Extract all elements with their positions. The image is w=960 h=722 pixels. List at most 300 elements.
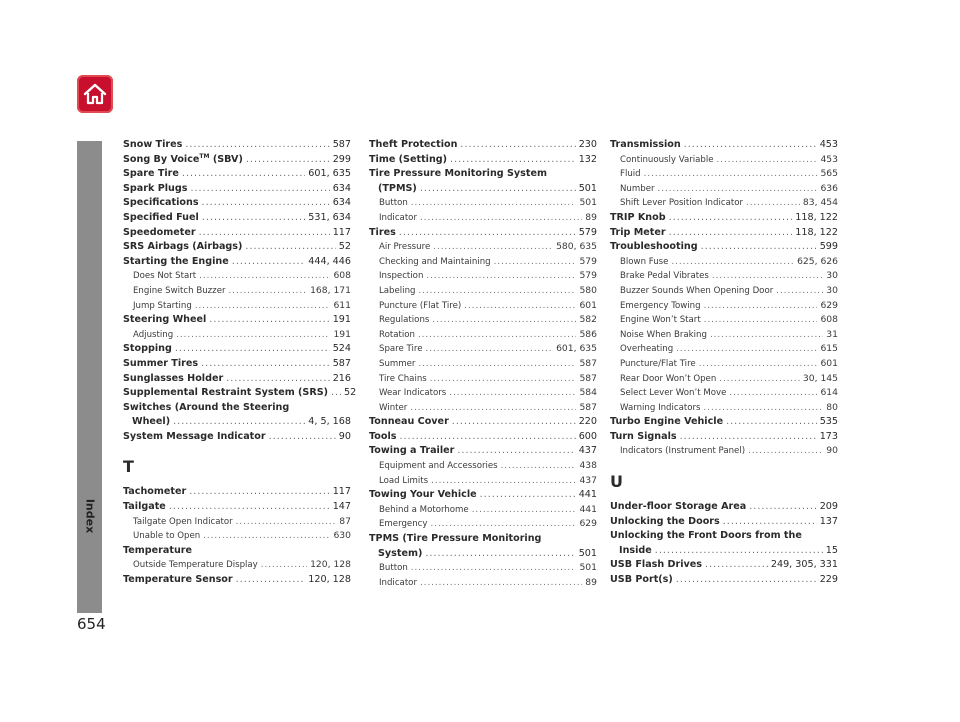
dot-leader [430, 517, 576, 532]
entry-term-text: Winter [379, 402, 408, 413]
dot-leader [331, 386, 341, 401]
entry-term [620, 167, 641, 182]
dot-leader [189, 485, 329, 500]
entry-page-link[interactable]: 118, 122 [795, 226, 838, 238]
entry-page-link[interactable]: 118, 122 [795, 211, 838, 223]
entry-term-text: USB Flash Drives [610, 559, 703, 571]
entry-page-link[interactable]: 220 [578, 416, 597, 428]
index-tab-label [79, 486, 101, 546]
index-entry [123, 357, 351, 372]
entry-page-link[interactable]: 249, 305, 331 [770, 559, 838, 571]
dot-leader [232, 255, 306, 270]
dot-leader [684, 138, 817, 153]
entry-term-text: Wheel) [132, 416, 171, 428]
entry-term [379, 284, 415, 299]
dot-leader [480, 488, 576, 503]
entry-page-link[interactable]: 587 [579, 357, 597, 369]
dot-leader [729, 386, 817, 401]
entry-term-text: Starting the Engine [123, 255, 229, 267]
entry-page-link[interactable]: 587 [332, 139, 351, 150]
entry-page-link[interactable]: 615 [820, 343, 838, 355]
entry-term [133, 299, 192, 314]
dot-leader [671, 255, 794, 270]
index-subentry [610, 284, 838, 299]
index-entry [123, 138, 351, 153]
dot-leader [644, 167, 818, 182]
entry-term [610, 558, 702, 573]
entry-term [133, 529, 200, 544]
index-entry [123, 415, 351, 430]
entry-page-link[interactable]: 608 [820, 314, 838, 326]
entry-term [610, 573, 673, 588]
entry-term-text: Tire Chains [379, 373, 427, 384]
index-letter-heading: T [123, 457, 134, 477]
dot-leader [236, 515, 337, 530]
entry-term [133, 515, 233, 530]
index-subentry [369, 240, 597, 255]
entry-page-link[interactable]: 501 [578, 547, 597, 559]
entry-page-link[interactable]: 229 [819, 574, 838, 586]
dot-leader [199, 226, 330, 241]
index-subentry [369, 269, 597, 284]
entry-term [620, 386, 726, 401]
dot-leader [426, 342, 554, 357]
entry-page-link[interactable]: 90 [826, 445, 838, 457]
index-entry [610, 415, 838, 430]
entry-page-link[interactable]: 535 [819, 416, 838, 428]
entry-page-link[interactable]: 209 [819, 501, 838, 513]
entry-page-link[interactable]: 120, 128 [310, 559, 351, 571]
entry-term [379, 459, 498, 474]
index-entry [123, 226, 351, 241]
entry-term-text: Song By Voice [123, 153, 200, 165]
entry-term [379, 240, 430, 255]
entry-term [620, 284, 773, 299]
entry-term [379, 576, 417, 591]
index-entry [369, 430, 597, 445]
dot-leader [175, 342, 330, 357]
entry-term-text: Tires [369, 226, 396, 238]
dot-leader [410, 401, 576, 416]
entry-page-link[interactable]: 117 [332, 226, 351, 238]
dot-leader [717, 153, 818, 168]
entry-term [610, 226, 666, 241]
index-entry [369, 226, 597, 241]
index-subentry [369, 357, 597, 372]
index-entry [369, 488, 597, 503]
entry-term [123, 226, 196, 241]
entry-term [620, 313, 701, 328]
entry-term [132, 415, 170, 430]
dot-leader [202, 211, 305, 226]
entry-page-link[interactable]: 636 [820, 182, 838, 194]
entry-term-text: Regulations [379, 315, 430, 326]
index-entry [123, 372, 351, 387]
entry-page-link[interactable]: 601, 635 [556, 343, 597, 355]
entry-term-text: Turn Signals [610, 430, 677, 442]
home-button[interactable] [77, 75, 113, 113]
index-column-3 [610, 138, 838, 588]
index-entry [610, 573, 838, 588]
entry-term [123, 153, 243, 168]
index-entry-heading: Tire Pressure Monitoring System [369, 168, 547, 180]
entry-page-link[interactable]: 30, 145 [802, 372, 838, 384]
entry-term-text: Unable to Open [133, 531, 201, 542]
entry-term-text: Stopping [123, 343, 172, 355]
index-subentry [610, 196, 838, 211]
entry-page-link[interactable]: 87 [339, 515, 351, 527]
dot-leader [726, 415, 817, 430]
dot-leader [229, 284, 308, 299]
entry-term [123, 255, 229, 270]
dot-leader [176, 328, 330, 343]
index-entry-heading: Temperature [123, 544, 193, 556]
entry-page-link[interactable]: 437 [578, 445, 597, 457]
entry-term [620, 196, 743, 211]
entry-page-link[interactable]: 611 [333, 299, 351, 311]
entry-term-text: Steering Wheel [123, 314, 207, 326]
index-entry [123, 211, 351, 226]
index-entry [369, 444, 597, 459]
entry-term-text: Puncture (Flat Tire) [379, 300, 462, 311]
index-entry [123, 182, 351, 197]
entry-term-text: Snow Tires [123, 139, 183, 150]
entry-page-link[interactable]: 501 [579, 562, 597, 574]
index-entry [610, 226, 838, 241]
entry-term-text: Specifications [123, 197, 199, 209]
dot-leader [430, 372, 577, 387]
entry-page-link[interactable]: 579 [579, 255, 597, 267]
entry-term-text: Equipment and Accessories [379, 461, 498, 472]
entry-page-link[interactable]: 441 [579, 503, 597, 515]
entry-term-text: Shift Lever Position Indicator [620, 198, 743, 209]
section-label: Index [83, 498, 97, 534]
index-entry [369, 182, 597, 197]
dot-leader [203, 529, 330, 544]
index-subentry [369, 401, 597, 416]
index-entry [610, 558, 838, 573]
index-entry [123, 342, 351, 357]
entry-term [379, 328, 415, 343]
index-entry [610, 544, 838, 559]
entry-page-link[interactable]: 216 [332, 372, 351, 384]
index-subentry [369, 299, 597, 314]
entry-term-text: Emergency [379, 519, 428, 530]
entry-term [620, 372, 716, 387]
dot-leader [712, 269, 823, 284]
entry-term-text: Tonneau Cover [369, 416, 449, 428]
index-entry [610, 138, 838, 153]
index-entry [123, 500, 351, 515]
entry-term [123, 357, 198, 372]
entry-term [123, 240, 242, 255]
entry-page-link[interactable]: 453 [820, 153, 838, 165]
dot-leader [236, 573, 306, 588]
entry-term-text: Summer [379, 358, 416, 369]
entry-page-link[interactable]: 630 [333, 530, 351, 542]
entry-page-link[interactable]: 147 [332, 501, 351, 513]
entry-term-text: Jump Starting [133, 300, 192, 311]
dot-leader [494, 255, 577, 270]
entry-page-link[interactable]: 584 [579, 387, 597, 399]
entry-page-link[interactable]: 173 [819, 430, 838, 442]
dot-leader [226, 372, 329, 387]
dot-leader [699, 357, 818, 372]
entry-page-link[interactable]: 579 [578, 226, 597, 238]
dot-leader [185, 138, 329, 153]
entry-page-link[interactable]: 587 [332, 357, 351, 369]
dot-leader [669, 226, 793, 241]
entry-term [620, 269, 709, 284]
entry-term [369, 138, 457, 153]
dot-leader [201, 357, 330, 372]
entry-page-link[interactable]: 52 [338, 241, 351, 253]
entry-term-text: Troubleshooting [610, 241, 698, 253]
entry-term-text: Spare Tire [123, 168, 179, 180]
entry-page-link[interactable]: 89 [585, 576, 597, 588]
entry-page-link[interactable]: 580 [579, 284, 597, 296]
index-subentry [610, 444, 838, 459]
entry-term-text: Speedometer [123, 226, 196, 238]
entry-term-text: Indicator [379, 577, 417, 588]
entry-term-text: Trip Meter [610, 226, 666, 238]
index-subentry [123, 328, 351, 343]
index-subentry [369, 284, 597, 299]
dot-leader [418, 328, 577, 343]
dot-leader [399, 226, 576, 241]
index-entry [123, 485, 351, 500]
entry-term [620, 255, 668, 270]
index-entry [123, 430, 351, 445]
entry-term [379, 386, 446, 401]
entry-term [379, 255, 491, 270]
dot-leader [449, 386, 576, 401]
dot-leader [452, 415, 576, 430]
entry-page-link[interactable]: 601 [579, 299, 597, 311]
entry-term-text: SRS Airbags (Airbags) [123, 241, 243, 253]
entry-page-link[interactable]: 83, 454 [802, 197, 838, 209]
entry-term-text: Summer Tires [123, 357, 199, 369]
entry-term [379, 517, 427, 532]
entry-term [369, 153, 447, 168]
entry-term-text: Fluid [620, 169, 641, 180]
home-icon [82, 82, 108, 106]
entry-page-link[interactable]: 579 [579, 270, 597, 282]
entry-term [133, 284, 226, 299]
entry-page-link[interactable]: 90 [338, 430, 351, 442]
dot-leader [418, 284, 576, 299]
entry-term-text: Theft Protection [369, 139, 458, 150]
entry-page-link[interactable]: 191 [333, 328, 351, 340]
entry-term [620, 357, 696, 372]
entry-term [379, 561, 408, 576]
entry-page-link[interactable]: 441 [578, 489, 597, 501]
entry-page-link[interactable]: 299 [332, 153, 351, 165]
index-subentry [369, 503, 597, 518]
index-entry [610, 515, 838, 530]
entry-term-text: Turbo Engine Vehicle [610, 416, 724, 428]
entry-term [123, 167, 179, 182]
entry-term [369, 488, 477, 503]
dot-leader [418, 357, 576, 372]
entry-page-link[interactable]: 117 [332, 486, 351, 498]
dot-leader [420, 182, 576, 197]
entry-term [379, 372, 427, 387]
entry-term-text: Buzzer Sounds When Opening Door [620, 285, 774, 296]
entry-term-text: Inspection [379, 271, 424, 282]
entry-page-link[interactable]: 15 [825, 544, 838, 556]
entry-page-link[interactable]: 437 [579, 474, 597, 486]
entry-page-link[interactable]: 582 [579, 314, 597, 326]
entry-page-link[interactable]: 438 [579, 460, 597, 472]
dot-leader [261, 558, 307, 573]
entry-page-link[interactable]: 601, 635 [308, 168, 351, 180]
entry-page-link[interactable]: 634 [332, 182, 351, 194]
entry-page-link[interactable]: 120, 128 [308, 574, 351, 586]
entry-term [369, 430, 396, 445]
index-entry [610, 430, 838, 445]
entry-term-text: Tools [369, 430, 397, 442]
entry-page-link[interactable]: 168, 171 [310, 284, 351, 296]
index-subentry [123, 269, 351, 284]
entry-term-text: Tailgate Open Indicator [133, 516, 233, 527]
entry-page-link[interactable]: 132 [578, 153, 597, 165]
page-number: 654 [77, 615, 106, 633]
entry-term-text: Spark Plugs [123, 182, 188, 194]
index-subentry [369, 211, 597, 226]
entry-term-text: Supplemental Restraint System (SRS) [123, 387, 329, 399]
entry-term [379, 357, 415, 372]
entry-page-link[interactable]: 524 [332, 343, 351, 355]
entry-page-link[interactable]: 230 [578, 139, 597, 150]
index-subentry [123, 515, 351, 530]
entry-page-link[interactable]: 608 [333, 270, 351, 282]
entry-term [379, 503, 469, 518]
dot-leader [501, 459, 577, 474]
entry-term-text: Specified Fuel [123, 211, 199, 223]
dot-leader [195, 299, 331, 314]
entry-page-link[interactable]: 565 [820, 168, 838, 180]
entry-page-link[interactable]: 4, 5, 168 [308, 416, 351, 428]
dot-leader [173, 415, 305, 430]
entry-term [123, 138, 182, 153]
index-entry [369, 153, 597, 168]
index-subentry [369, 517, 597, 532]
dot-leader [425, 547, 575, 562]
entry-term-text: USB Port(s) [610, 574, 673, 586]
entry-page-link[interactable]: 137 [819, 515, 838, 527]
entry-term [620, 444, 745, 459]
entry-term [123, 342, 172, 357]
index-subentry [610, 299, 838, 314]
entry-page-link[interactable]: 501 [579, 197, 597, 209]
entry-page-link[interactable]: 587 [579, 401, 597, 413]
entry-term-text: Load Limits [379, 475, 429, 486]
entry-term [619, 544, 652, 559]
entry-term [610, 211, 666, 226]
entry-term-suffix: (SBV) [209, 153, 243, 165]
dot-leader [658, 182, 818, 197]
entry-term-text: Sunglasses Holder [123, 372, 224, 384]
entry-term-text: Spare Tire [379, 344, 423, 355]
entry-term [123, 430, 266, 445]
entry-term-text: Towing Your Vehicle [369, 489, 477, 501]
entry-page-link[interactable]: 625, 626 [797, 255, 838, 267]
dot-leader [420, 576, 582, 591]
index-subentry [123, 284, 351, 299]
entry-page-link[interactable]: 600 [578, 430, 597, 442]
index-entry [123, 167, 351, 182]
entry-term [123, 386, 328, 401]
index-subentry [369, 328, 597, 343]
entry-page-link[interactable]: 89 [585, 211, 597, 223]
entry-page-link[interactable]: 580, 635 [556, 241, 597, 253]
entry-page-link[interactable]: 191 [332, 314, 351, 326]
entry-page-link[interactable]: 587 [579, 372, 597, 384]
entry-term [620, 328, 707, 343]
index-subentry [369, 474, 597, 489]
entry-page-link[interactable]: 444, 446 [308, 255, 351, 267]
entry-page-link[interactable]: 531, 634 [308, 211, 351, 223]
entry-term [133, 328, 173, 343]
index-subentry [369, 255, 597, 270]
entry-term [610, 515, 720, 530]
entry-term [379, 196, 408, 211]
dot-leader [701, 240, 817, 255]
entry-term-text: Labeling [379, 285, 416, 296]
index-subentry [610, 342, 838, 357]
index-subentry [610, 182, 838, 197]
entry-page-link[interactable]: 599 [819, 241, 838, 253]
entry-term [379, 211, 417, 226]
entry-page-link[interactable]: 614 [820, 387, 838, 399]
dot-leader [748, 444, 823, 459]
entry-term-text: Time (Setting) [369, 153, 448, 165]
index-entry [369, 415, 597, 430]
entry-term-text: Tailgate [123, 501, 166, 513]
index-subentry [123, 299, 351, 314]
dot-leader [655, 544, 823, 559]
index-entry [369, 547, 597, 562]
entry-term-text: Engine Won’t Start [620, 315, 701, 326]
entry-term-text: Number [620, 183, 655, 194]
dot-leader [464, 299, 576, 314]
entry-term [610, 500, 746, 515]
entry-page-link[interactable]: 30 [826, 284, 838, 296]
entry-term-text: Adjusting [133, 329, 174, 340]
entry-page-link[interactable]: 586 [579, 328, 597, 340]
entry-term-text: Towing a Trailer [369, 445, 455, 457]
entry-page-link[interactable]: 80 [826, 401, 838, 413]
entry-page-link[interactable]: 629 [820, 299, 838, 311]
entry-page-link[interactable]: 629 [579, 518, 597, 530]
entry-page-link[interactable]: 52 [344, 387, 357, 399]
entry-page-link[interactable]: 31 [826, 328, 838, 340]
entry-page-link[interactable]: 453 [819, 139, 838, 150]
entry-page-link[interactable]: 30 [826, 270, 838, 282]
entry-page-link[interactable]: 634 [332, 197, 351, 209]
entry-term-text: Air Pressure [379, 242, 431, 253]
entry-term [379, 313, 429, 328]
entry-page-link[interactable]: 501 [578, 182, 597, 194]
entry-page-link[interactable]: 601 [820, 357, 838, 369]
entry-term-text: Outside Temperature Display [133, 560, 258, 571]
entry-term-text: System Message Indicator [123, 430, 266, 442]
index-subentry [369, 459, 597, 474]
entry-term [123, 211, 199, 226]
index-subentry [610, 328, 838, 343]
index-entry [610, 211, 838, 226]
